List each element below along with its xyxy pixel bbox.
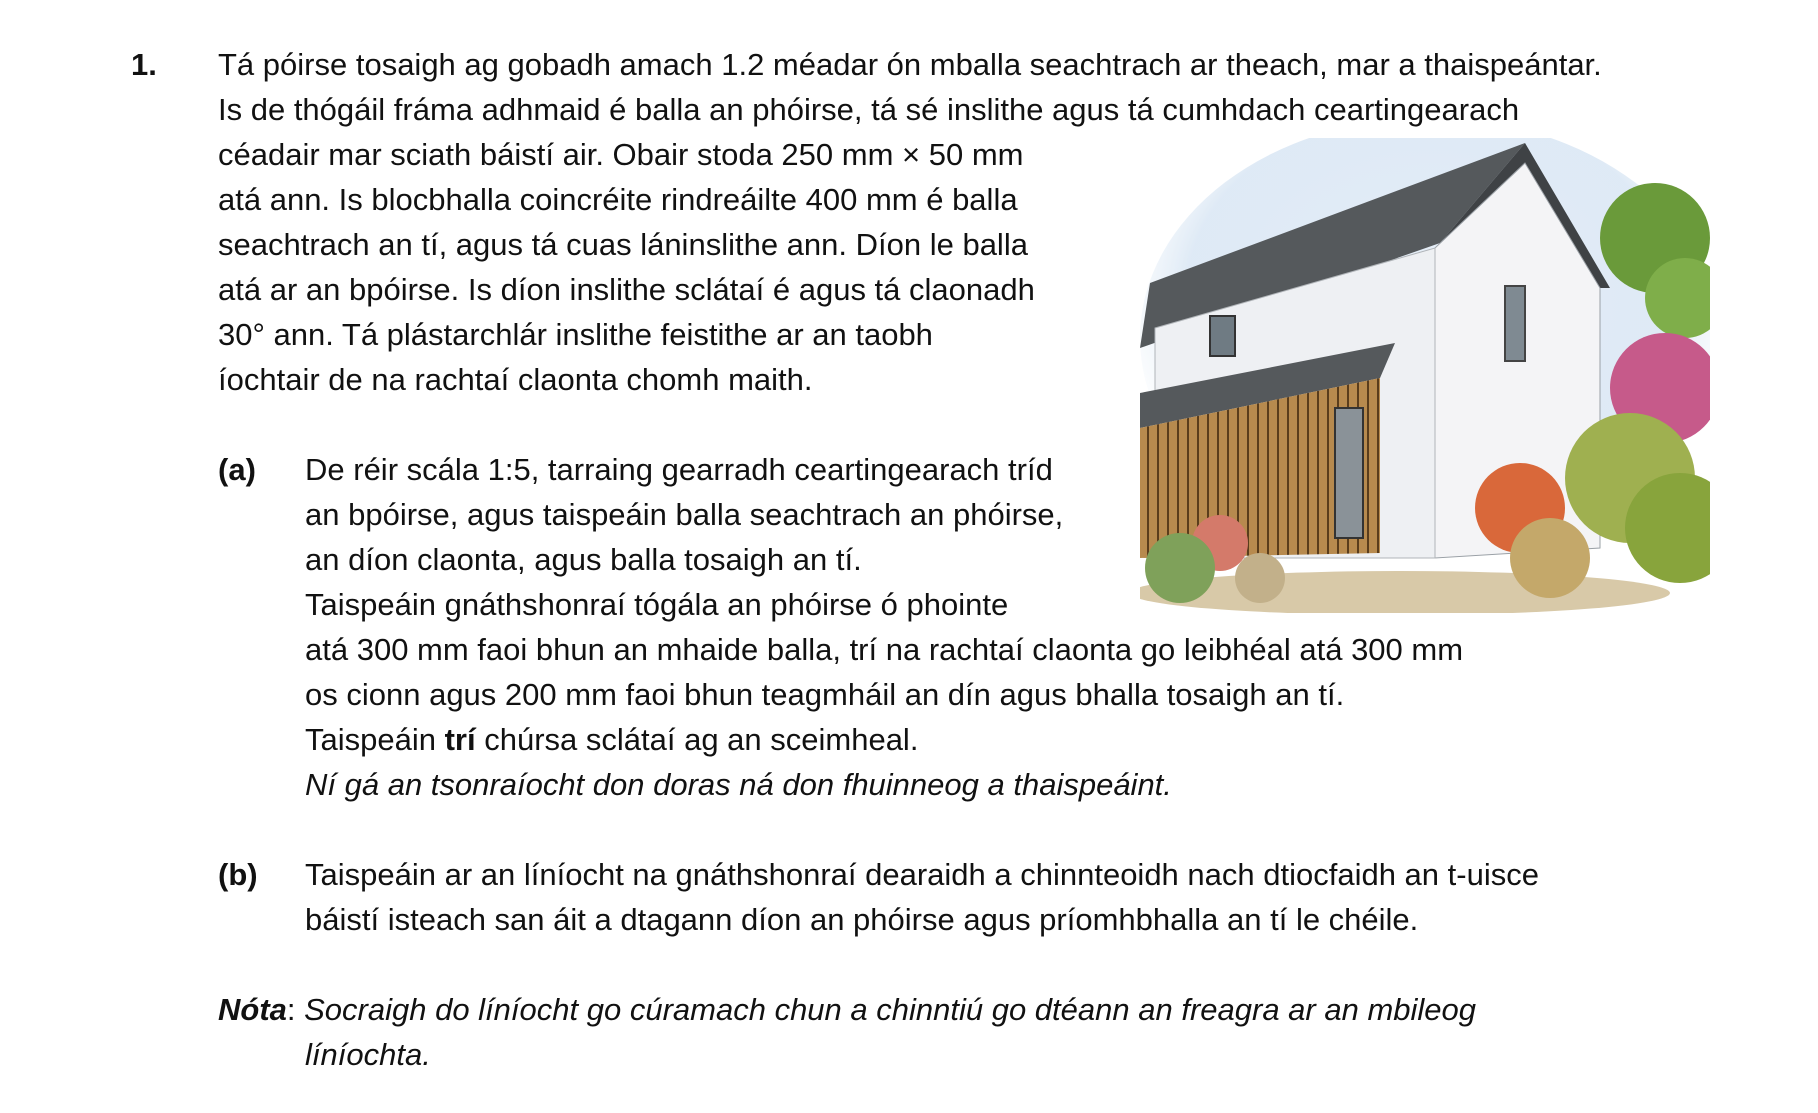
note-line-2: líníochta. — [305, 1037, 431, 1072]
part-a-line-5: atá 300 mm faoi bhun an mhaide balla, trí na rachtaí claonta go leibhéal atá 300 mm — [305, 632, 1464, 667]
slates-suffix: chúrsa sclátaí ag an sceimheal. — [475, 722, 919, 757]
part-b-line-2: báistí isteach san áit a dtagann díon an phóirse agus príomhbhalla an tí le chéile. — [305, 902, 1419, 937]
part-a-line-4: Taispeáin gnáthshonraí tógála an phóirse ó phointe — [305, 587, 1009, 622]
porch-door — [1335, 408, 1363, 538]
part-b-line-1: Taispeáin ar an líníocht na gnáthshonraí dearaidh a chinnteoidh nach dtiocfaidh an t-uisce — [305, 857, 1539, 892]
note-colon: : — [286, 992, 296, 1027]
part-a-line-6: os cionn agus 200 mm faoi bhun teagmháil an dín agus bhalla tosaigh an tí. — [305, 677, 1345, 712]
ground — [1140, 571, 1670, 613]
note-line-1 — [218, 987, 1476, 1032]
note-label: Nóta — [218, 992, 287, 1027]
intro-line-4: atá ann. Is blocbhalla coincréite rindreáilte 400 mm é balla — [218, 182, 1018, 217]
intro-line-5: seachtrach an tí, agus tá cuas láninslithe ann. Díon le balla — [218, 227, 1028, 262]
intro-line-8: íochtair de na rachtaí claonta chomh maith. — [218, 362, 813, 397]
part-a-line-2: an bpóirse, agus taispeáin balla seachtrach an phóirse, — [305, 497, 1064, 532]
front-window — [1210, 316, 1235, 356]
part-b-label: (b) — [218, 857, 258, 892]
house-with-porch-illustration — [1140, 138, 1710, 613]
intro-line-2: Is de thógáil fráma adhmaid é balla an phóirse, tá sé inslithe agus tá cumhdach ceartingearach — [218, 92, 1520, 127]
part-a-slates-line — [305, 717, 918, 762]
intro-line-7: 30° ann. Tá plástarchlár inslithe feistithe ar an taobh — [218, 317, 933, 352]
part-a-line-3: an díon claonta, agus balla tosaigh an tí. — [305, 542, 862, 577]
gable-window — [1505, 286, 1525, 361]
part-a-italic-note: Ní gá an tsonraíocht don doras ná don fhuinneog a thaispeáint. — [305, 767, 1172, 802]
slates-bold-word: trí — [444, 722, 476, 757]
question-number: 1. — [131, 47, 157, 82]
note-text-1: Socraigh do líníocht go cúramach chun a chinntiú go dtéann an freagra ar an mbileog — [295, 992, 1476, 1027]
part-a-label: (a) — [218, 452, 256, 487]
intro-line-1: Tá póirse tosaigh ag gobadh amach 1.2 méadar ón mballa seachtrach ar theach, mar a thaispeántar. — [218, 47, 1602, 82]
intro-line-3: céadair mar sciath báistí air. Obair stoda 250 mm × 50 mm — [218, 137, 1024, 172]
slates-prefix: Taispeáin — [305, 722, 445, 757]
intro-line-6: atá ar an bpóirse. Is díon inslithe sclátaí é agus tá claonadh — [218, 272, 1035, 307]
part-a-line-1: De réir scála 1:5, tarraing gearradh ceartingearach tríd — [305, 452, 1053, 487]
